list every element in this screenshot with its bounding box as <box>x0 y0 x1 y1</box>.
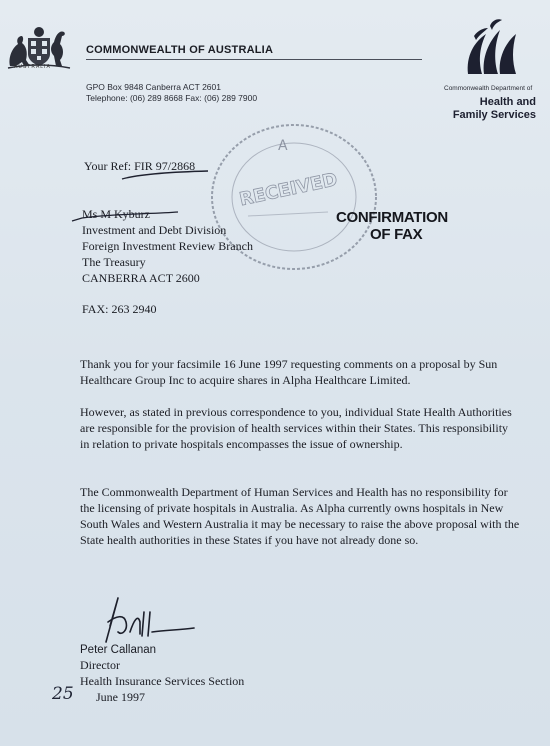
letter-date: June 1997 <box>96 690 145 704</box>
body-paragraph-1: Thank you for your facsimile 16 June 1997 requesting comments on a proposal by Sun Healthcare Group Inc to acquire shares in Alpha Healthcare Limited. <box>80 357 498 387</box>
recipient-city: CANBERRA ACT 2600 <box>82 271 200 285</box>
confirmation-line1: CONFIRMATION <box>336 209 448 226</box>
department-logo-icon <box>462 16 522 80</box>
signatory-name: Peter Callanan <box>80 644 157 656</box>
header-divider <box>86 59 422 60</box>
confirmation-line2: OF FAX <box>370 226 423 243</box>
recipient-name: Ms M Kyburz <box>82 207 150 221</box>
handwritten-name-underline <box>70 210 180 222</box>
organisation-title: COMMONWEALTH OF AUSTRALIA <box>86 44 274 56</box>
body-paragraph-3: The Commonwealth Department of Human Services and Health has no responsibility for the licensing of private hospitals in Australia. As Alpha currently owns hospitals in New South Wales and Western Australia it may be necessary to raise the above proposal with the State health authorities in these States if you have not already done so. <box>80 485 520 547</box>
confirmation-stamp <box>336 209 448 243</box>
signatory-title: Director <box>80 658 120 672</box>
recipient-organisation: The Treasury <box>82 255 146 269</box>
signatory-section: Health Insurance Services Section <box>80 674 245 688</box>
stamp-text: RECEIVED <box>237 169 340 211</box>
department-name-line1: Health and <box>479 96 536 108</box>
department-name-line2: Family Services <box>452 109 536 121</box>
handwritten-signature <box>96 592 196 646</box>
recipient-branch: Foreign Investment Review Branch <box>82 239 253 253</box>
reference-label: Your Ref: <box>84 159 132 173</box>
stamp-letter: A <box>278 138 288 154</box>
department-prefix: Commonwealth Department of <box>444 85 533 92</box>
sender-address <box>86 82 257 104</box>
handwritten-day: 25 <box>52 684 74 704</box>
reference-value: FIR 97/2868 <box>134 159 196 173</box>
postal-address: GPO Box 9848 Canberra ACT 2601 <box>86 82 221 92</box>
phone-fax-line: Telephone: (06) 289 8668 Fax: (06) 289 7900 <box>86 93 258 103</box>
recipient-division: Investment and Debt Division <box>82 223 227 237</box>
department-name <box>444 96 536 122</box>
body-paragraph-2: However, as stated in previous correspondence to you, individual State Health Authorities are responsible for the provision of health services within their States. This responsibility in relation to private hospitals encompasses the issue of ownership. <box>80 405 512 451</box>
handwritten-underline <box>120 170 210 182</box>
fax-number: FAX: 263 2940 <box>82 302 157 316</box>
crest-label: AUSTRALIA <box>14 64 51 70</box>
